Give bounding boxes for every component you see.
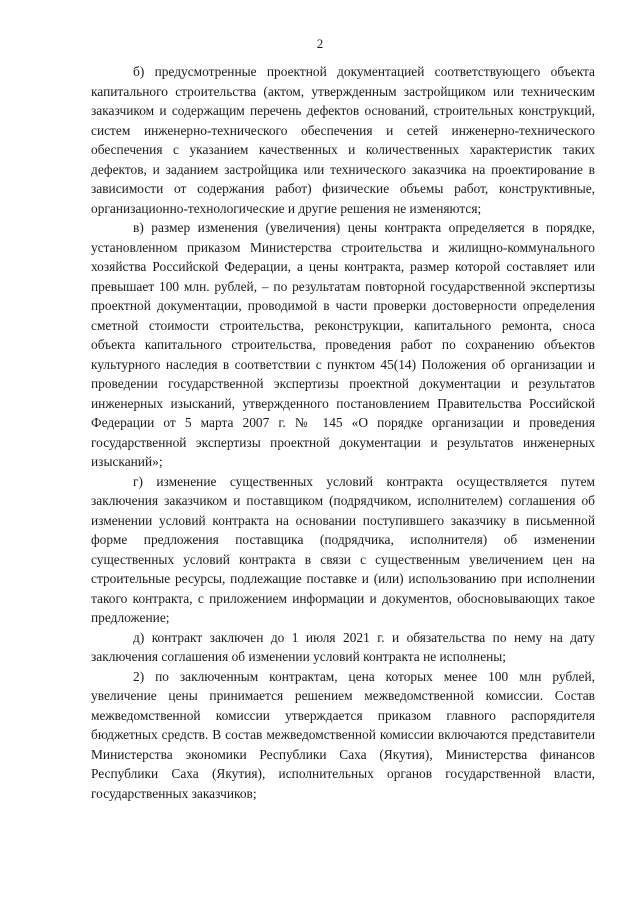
paragraph-b: б) предусмотренные проектной документацией соответствующего объекта капитального строительства (актом, утвержденным застройщиком или техническим заказчиком и содержащим перечень дефектов оснований, строительных конструкций, систем инженерно-технического обеспечения и сетей инженерно-технического обеспечения с указанием качественных и количественных характеристик таких дефектов, и заданием застройщика или технического заказчика на проектирование в зависимости от содержания работ) физические объемы работ, конструктивные, организационно-технологические и другие решения не изменяются; bbox=[91, 64, 595, 216]
document-body bbox=[91, 62, 595, 803]
paragraph-g: г) изменение существенных условий контракта осуществляется путем заключения заказчиком и поставщиком (подрядчиком, исполнителем) соглашения об изменении условий контракта на основании поступившего заказчику в письменной форме предложения поставщика (подрядчика, исполнителя) об изменении существенных условий контракта в связи с существенным увеличением цен на строительные ресурсы, подлежащие поставке и (или) использованию при исполнении такого контракта, с приложением информации и документов, обосновывающих такое предложение; bbox=[91, 473, 595, 625]
paragraph-d: д) контракт заключен до 1 июля 2021 г. и обязательства по нему на дату заключения соглашения об изменении условий контракта не исполнены; bbox=[91, 629, 595, 664]
page-number: 2 bbox=[316, 36, 324, 51]
paragraph-v: в) размер изменения (увеличения) цены контракта определяется в порядке, установленном приказом Министерства строительства и жилищно-коммунального хозяйства Российской Федерации, а цены контракта, размер которой составляет или превышает 100 млн. рублей, – по результатам повторной государственной экспертизы проектной документации, проводимой в части проверки достоверности определения сметной стоимости строительства, реконструкции, капитального ремонта, сноса объекта капитального строительства, проведения работ по сохранению объектов культурного наследия в соответствии с пунктом 45(14) Положения об организации и проведении государственной экспертизы проектной документации и результатов инженерных изысканий, утвержденного постановлением Правительства Российской Федерации от 5 марта 2007 г. № 145 «О порядке организации и проведения государственной экспертизы проектной документации и результатов инженерных изысканий»; bbox=[91, 220, 595, 469]
paragraph-2: 2) по заключенным контрактам, цена которых менее 100 млн рублей, увеличение цены принимается решением межведомственной комиссии. Состав межведомственной комиссии утверждается приказом главного распорядителя бюджетных средств. В состав межведомственной комиссии включаются представители Министерства экономики Республики Саха (Якутия), Министерства финансов Республики Саха (Якутия), исполнительных органов государственной власти, государственных заказчиков; bbox=[91, 668, 595, 801]
